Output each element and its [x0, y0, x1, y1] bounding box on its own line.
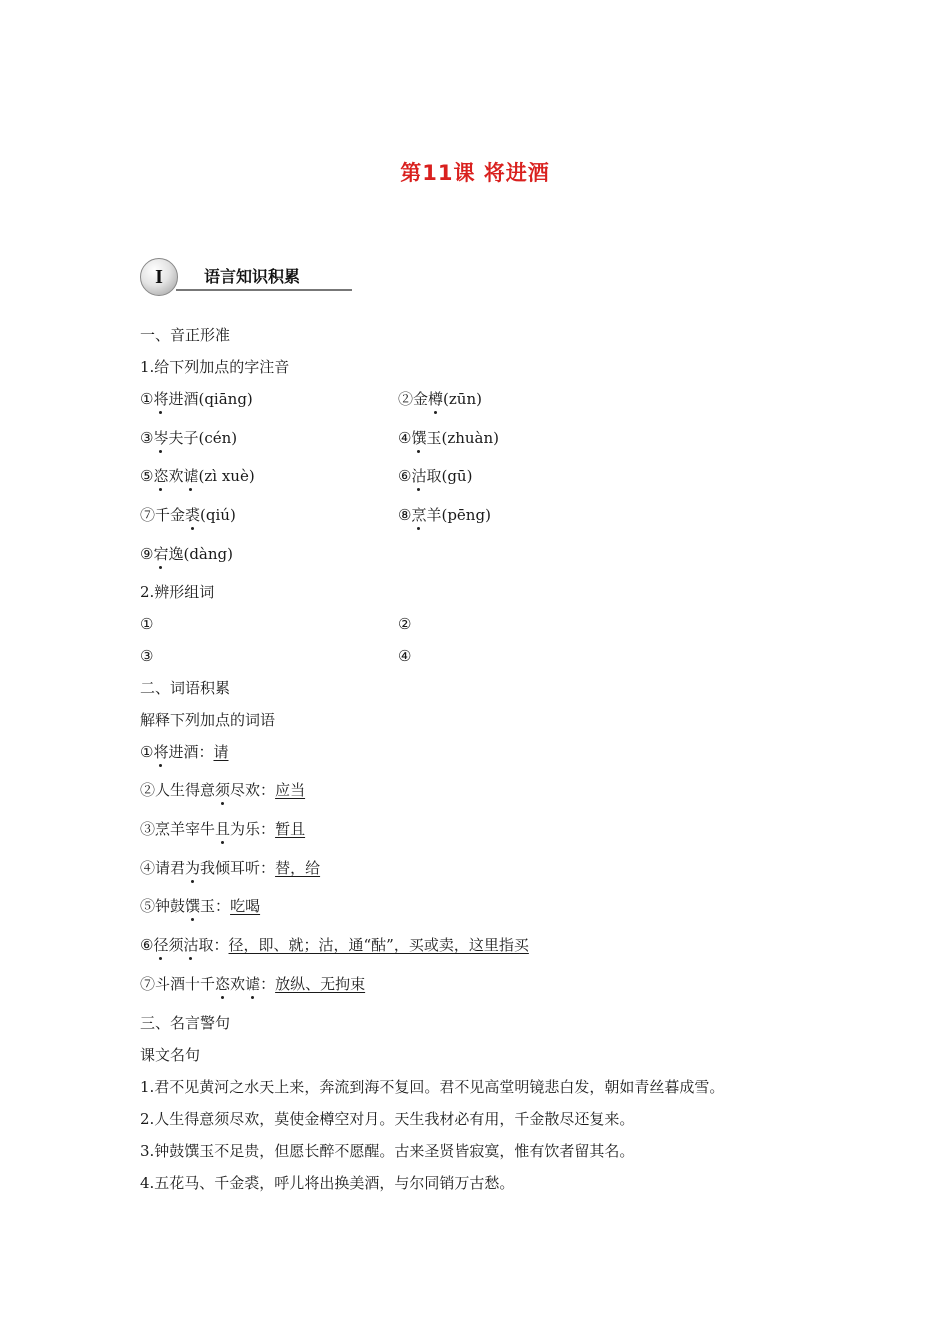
answer-text: 吃喝 [230, 897, 261, 915]
item-number: ② [140, 781, 156, 799]
banner-numeral-badge: I [140, 258, 178, 296]
section2-heading: 二、词语积累 [140, 679, 231, 697]
dotted-char: 且 [215, 820, 231, 838]
quote-line: 1.君不见黄河之水天上来，奔流到海不复回。君不见高堂明镜悲白发，朝如青丝暮成雪。 [140, 1078, 725, 1096]
item-text: 人生得意 [155, 781, 216, 799]
item-text: 羊(pēng) [426, 506, 491, 524]
item-text: 斗酒十千 [155, 975, 216, 993]
quote-line: 4.五花马、千金裘，呼儿将出换美酒，与尔同销万古愁。 [140, 1174, 515, 1192]
answer-text: 暂且 [275, 820, 306, 838]
item-number: ⑦ [140, 506, 156, 524]
answer-text: 应当 [275, 781, 306, 799]
item-text: 请君 [155, 859, 186, 877]
quote-line: 2.人生得意须尽欢，莫使金樽空对月。天生我材必有用，千金散尽还复来。 [140, 1110, 635, 1128]
q2-item: ① [140, 615, 154, 633]
item-number: ⑨ [140, 545, 154, 563]
exercise-item [140, 819, 305, 839]
exercise-item [398, 466, 472, 486]
item-text: 欢 [230, 975, 246, 993]
answer-text: 请 [213, 743, 229, 761]
exercise-item [140, 544, 233, 564]
dotted-char: 裘 [185, 506, 201, 524]
item-number: ⑤ [140, 897, 156, 915]
dotted-char: 恣 [215, 975, 231, 993]
item-text: (qiú) [200, 506, 236, 524]
page-title: 第11课 将进酒 [400, 161, 550, 185]
item-number: ③ [140, 820, 156, 838]
item-text: 取： [198, 936, 229, 954]
dotted-char: 为 [185, 859, 201, 877]
dotted-char: 须 [215, 781, 231, 799]
item-text: 欢 [168, 467, 184, 485]
item-text: 取(gū) [426, 467, 473, 485]
dotted-char: 岑 [153, 429, 169, 447]
item-text: (zì xuè) [198, 467, 255, 485]
item-number: ① [140, 743, 154, 761]
item-text: 烹羊宰牛 [155, 820, 216, 838]
q2-item: ④ [398, 647, 412, 665]
item-number: ⑤ [140, 467, 154, 485]
exercise-item [140, 858, 320, 878]
exercise-item [140, 742, 229, 762]
section3-heading: 三、名言警句 [140, 1014, 231, 1032]
item-text: 为乐： [230, 820, 276, 838]
exercise-item [140, 780, 305, 800]
dotted-char: 径 [153, 936, 169, 954]
item-text: 尽欢： [230, 781, 276, 799]
dotted-char: 恣 [153, 467, 169, 485]
exercise-item [398, 428, 499, 448]
dotted-char: 馔 [185, 897, 201, 915]
item-text: 玉： [200, 897, 231, 915]
exercise-item [140, 935, 529, 955]
banner-label: 语言知识积累 [204, 267, 301, 286]
exercise-item [140, 505, 236, 525]
item-text: 玉(zhuàn) [426, 429, 500, 447]
item-text: 金 [413, 390, 429, 408]
section2-subheading: 解释下列加点的词语 [140, 711, 276, 729]
dotted-char: 谑 [183, 467, 199, 485]
item-number: ⑥ [398, 467, 412, 485]
item-text: 千金 [155, 506, 186, 524]
item-text: 逸(dàng) [168, 545, 233, 563]
exercise-item [140, 896, 260, 916]
dotted-char: 将 [153, 390, 169, 408]
item-text: 进酒(qiāng) [168, 390, 253, 408]
item-number: ④ [398, 429, 412, 447]
item-number: ④ [140, 859, 156, 877]
dotted-char: 馔 [411, 429, 427, 447]
item-text: ： [260, 975, 276, 993]
section3-subheading: 课文名句 [140, 1046, 201, 1064]
q1-heading: 1.给下列加点的字注音 [140, 358, 290, 376]
dotted-char: 将 [153, 743, 169, 761]
item-number: ⑥ [140, 936, 154, 954]
answer-text: 替，给 [275, 859, 321, 877]
dotted-char: 谑 [245, 975, 261, 993]
dotted-char: 樽 [428, 390, 444, 408]
exercise-item [140, 428, 237, 448]
exercise-item [398, 389, 482, 409]
q2-item: ③ [140, 647, 154, 665]
quote-line: 3.钟鼓馔玉不足贵，但愿长醉不愿醒。古来圣贤皆寂寞，惟有饮者留其名。 [140, 1142, 635, 1160]
dotted-char: 宕 [153, 545, 169, 563]
q2-heading: 2.辨形组词 [140, 583, 215, 601]
answer-text: 径，即、就；沽，通“酤”，买或卖，这里指买 [228, 936, 529, 954]
q2-item: ② [398, 615, 412, 633]
item-text: 夫子(cén) [168, 429, 238, 447]
item-text: 进酒： [168, 743, 214, 761]
dotted-char: 沽 [183, 936, 199, 954]
exercise-item [140, 974, 365, 994]
banner-underline [176, 289, 352, 291]
item-text: 我倾耳听： [200, 859, 276, 877]
dotted-char: 烹 [411, 506, 427, 524]
item-number: ⑧ [398, 506, 412, 524]
exercise-item [140, 389, 253, 409]
exercise-item [140, 466, 255, 486]
item-text: (zūn) [443, 390, 482, 408]
exercise-item [398, 505, 491, 525]
item-number: ③ [140, 429, 154, 447]
item-number: ② [398, 390, 414, 408]
answer-text: 放纵、无拘束 [275, 975, 366, 993]
item-number: ⑦ [140, 975, 156, 993]
item-number: ① [140, 390, 154, 408]
section1-heading: 一、音正形准 [140, 326, 231, 344]
item-text: 钟鼓 [155, 897, 186, 915]
item-text: 须 [168, 936, 184, 954]
section-banner [140, 258, 355, 296]
dotted-char: 沽 [411, 467, 427, 485]
